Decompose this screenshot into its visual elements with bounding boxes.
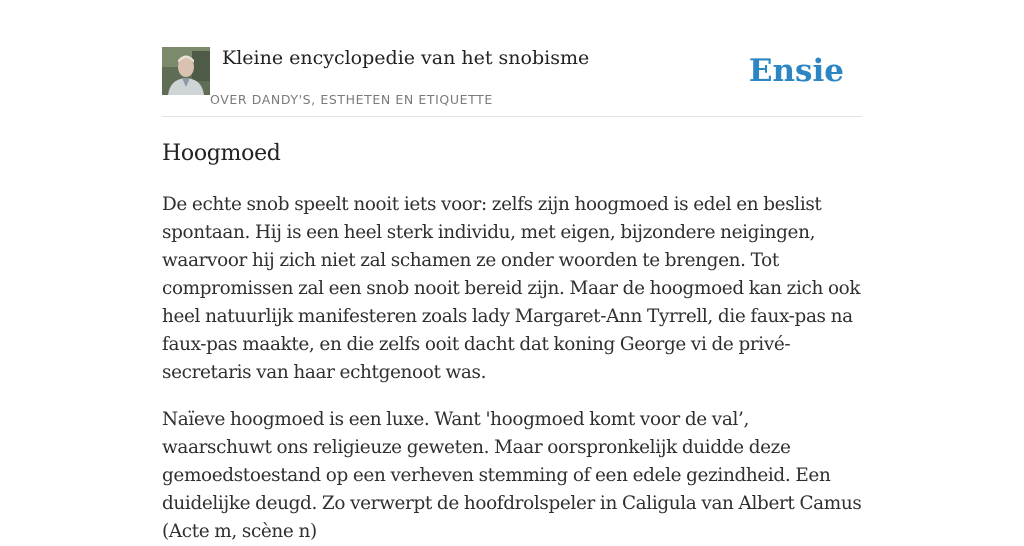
avatar-portrait-image [162, 47, 210, 95]
article-paragraph-1: De echte snob speelt nooit iets voor: zelfs zijn hoogmoed is edel en beslist spontaan. Hij is een heel sterk individu, met eigen, bijzondere neigingen, waarvoor hij zich niet zal schamen ze onder woorden te brengen. Tot compromissen zal een snob nooit bereid zijn. Maar de hoogmoed kan zich ook heel natuurlijk manifesteren zoals lady Margaret-Ann Tyrrell, die faux-pas na faux-pas maakte, en die zelfs ooit dacht dat koning George vi de privé-secretaris van haar echtgenoot was. [162, 194, 861, 383]
author-avatar[interactable] [162, 47, 210, 95]
site-header [162, 46, 862, 117]
article-title: Hoogmoed [162, 141, 281, 166]
site-title[interactable]: Kleine encyclopedie van het snobisme [222, 47, 590, 69]
ensie-logo-link[interactable]: Ensie [748, 53, 844, 89]
article [162, 136, 862, 546]
site-subtitle: OVER DANDY'S, ESTHETEN EN ETIQUETTE [210, 92, 493, 107]
article-paragraph-2: Naïeve hoogmoed is een luxe. Want 'hoogmoed komt voor de val’, waarschuwt ons religieuze geweten. Maar oorspronkelijk duidde deze gemoedstoestand op een verheven stemming of een edele gezindheid. Een duidelijke deugd. Zo verwerpt de hoofdrolspeler in Caligula van Albert Camus (Acte m, scène n) [162, 409, 862, 542]
